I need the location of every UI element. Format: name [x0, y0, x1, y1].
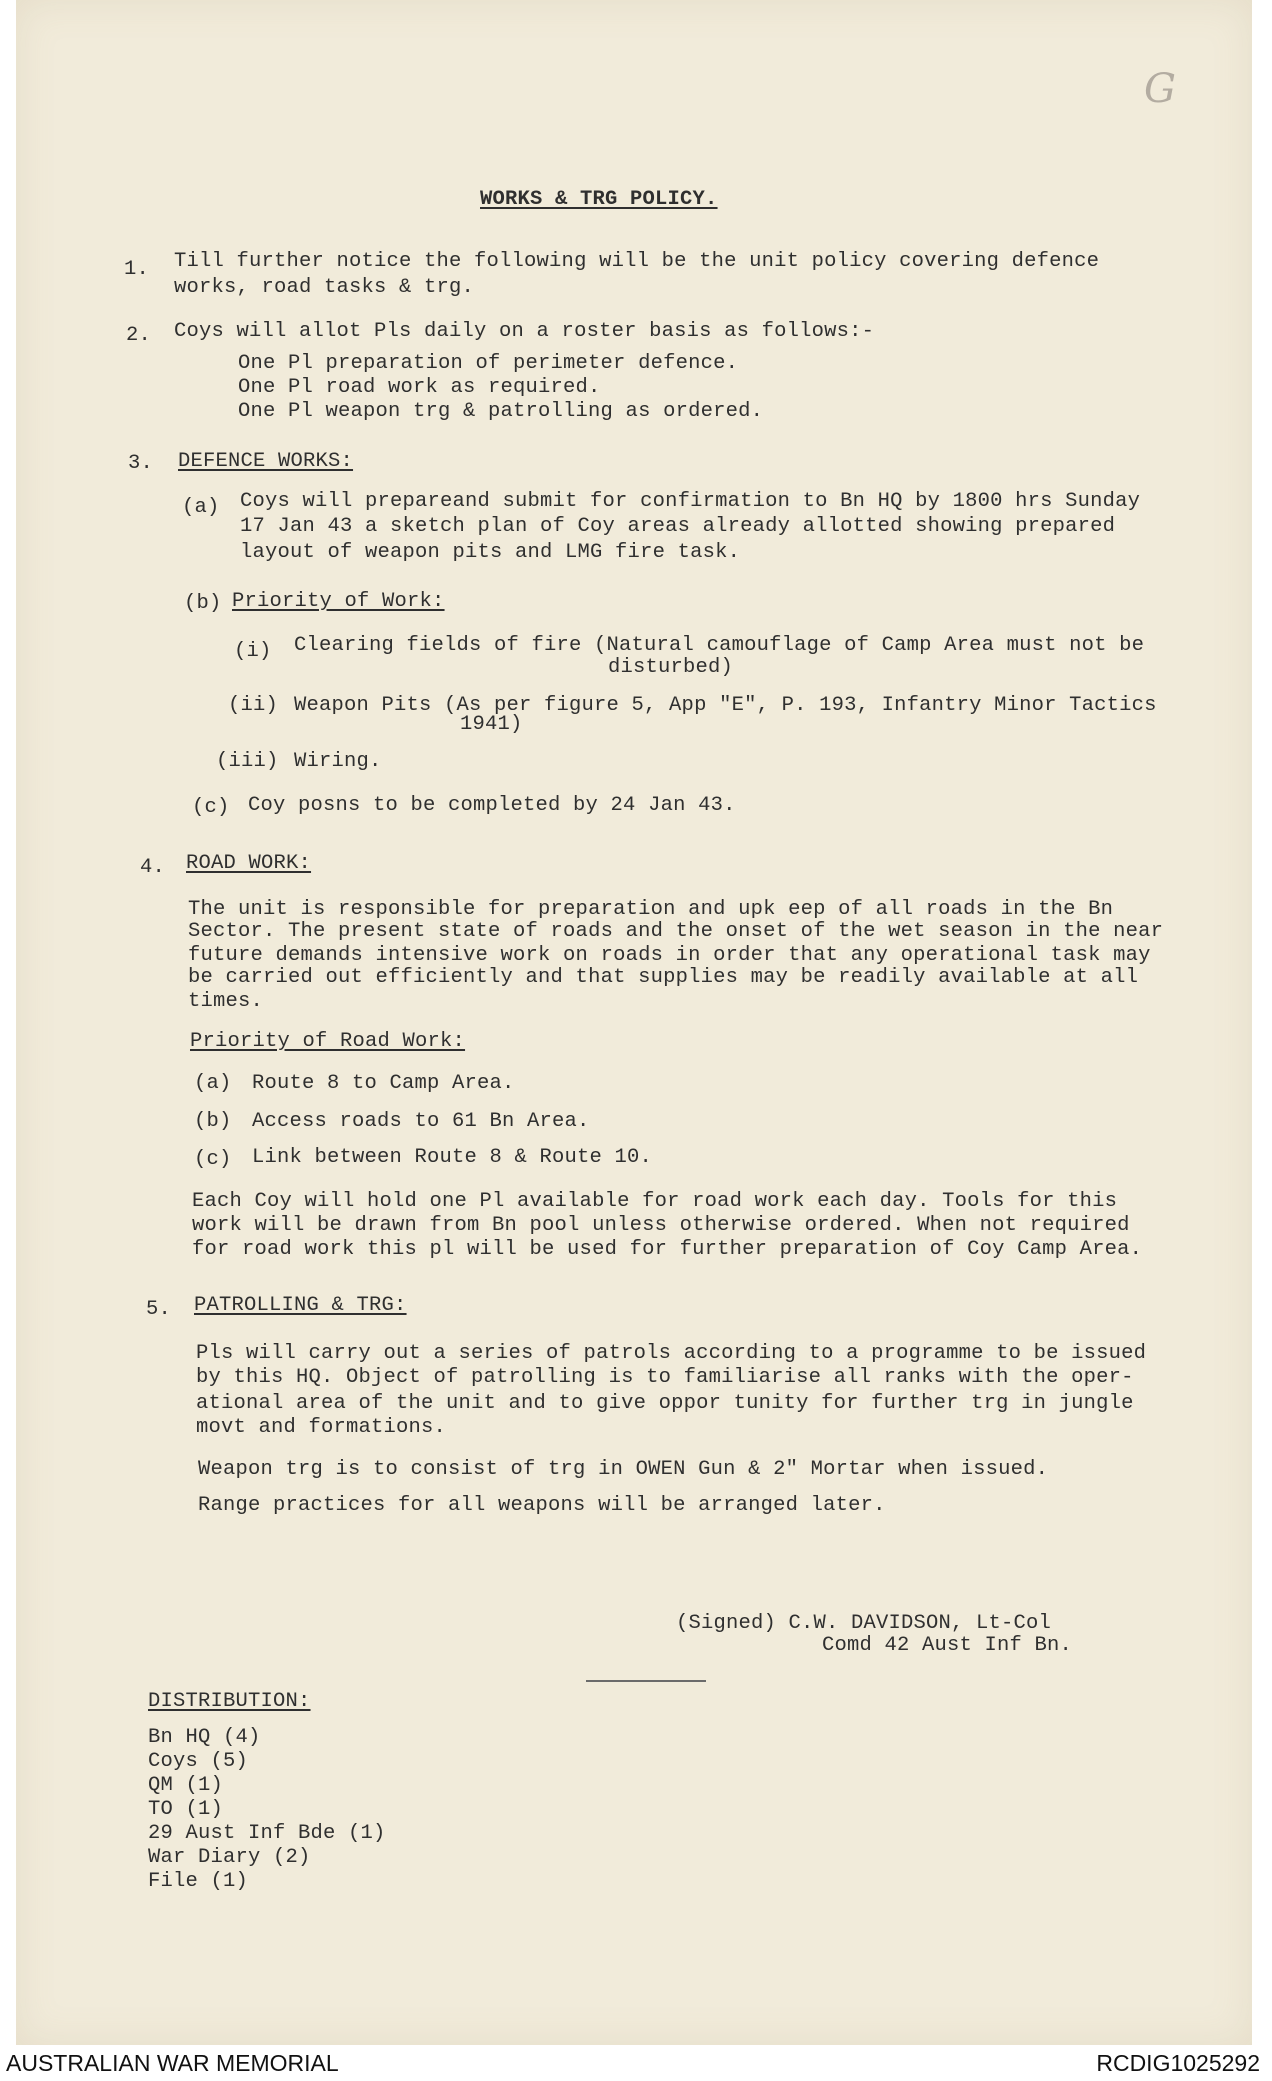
para-5-line-4: movt and formations. [196, 1416, 447, 1439]
para-3a-line-2: 17 Jan 43 a sketch plan of Coy areas already allotted showing prepared [240, 515, 1116, 538]
para-4-line-1: The unit is responsible for preparation and upk eep of all roads in the Bn [188, 898, 1114, 921]
road-priority-3-label: (c) [194, 1148, 232, 1171]
para-3a-line-1: Coys will prepareand submit for confirmation to Bn HQ by 1800 hrs Sunday [240, 490, 1141, 513]
road-priority-1-text: Route 8 to Camp Area. [252, 1072, 515, 1095]
road-priority-heading: Priority of Road Work: [190, 1030, 466, 1053]
signature-line-1: (Signed) C.W. DAVIDSON, Lt-Col [676, 1612, 1052, 1635]
handwritten-annotation: G [1144, 66, 1176, 112]
para-3a-line-3: layout of weapon pits and LMG fire task. [240, 541, 741, 564]
para-1-line-2: works, road tasks & trg. [174, 276, 475, 299]
para-3b-heading: Priority of Work: [232, 590, 445, 613]
para-5-line-3: ational area of the unit and to give oppor tunity for further trg in jungle [196, 1392, 1134, 1415]
para-5-heading: PATROLLING & TRG: [194, 1294, 407, 1317]
distribution-item-1: Bn HQ (4) [148, 1726, 261, 1749]
section-divider [586, 1680, 706, 1682]
para-2-item-3: One Pl weapon trg & patrolling as ordered. [238, 400, 764, 423]
work-priority-2-line-2: 1941) [460, 713, 523, 736]
distribution-item-3: QM (1) [148, 1774, 224, 1797]
para-1-number: 1. [124, 258, 150, 281]
para-3b-label: (b) [184, 592, 222, 615]
distribution-item-5: 29 Aust Inf Bde (1) [148, 1822, 386, 1845]
para-4-closing-1: Each Coy will hold one Pl available for road work each day. Tools for this [192, 1190, 1118, 1213]
para-1-line-1: Till further notice the following will be the unit policy covering defence [174, 250, 1100, 273]
footer-right-caption: RCDIG1025292 [1096, 2050, 1260, 2076]
para-2-item-2: One Pl road work as required. [238, 376, 601, 399]
para-4-line-4: be carried out efficiently and that supplies may be readily available at all [188, 966, 1139, 989]
work-priority-2-label: (ii) [228, 694, 279, 717]
signature-line-2: Comd 42 Aust Inf Bn. [822, 1634, 1073, 1657]
para-3-heading: DEFENCE WORKS: [178, 450, 354, 473]
work-priority-3-label: (iii) [216, 750, 279, 773]
distribution-item-7: File (1) [148, 1870, 249, 1893]
work-priority-1-line-2: disturbed) [608, 656, 734, 679]
para-4-heading: ROAD WORK: [186, 852, 312, 875]
para-5-line-1: Pls will carry out a series of patrols according to a programme to be issued [196, 1342, 1147, 1365]
para-2-number: 2. [126, 324, 152, 347]
para-2-item-1: One Pl preparation of perimeter defence. [238, 352, 739, 375]
para-3a-label: (a) [182, 496, 220, 519]
para-2-intro: Coys will allot Pls daily on a roster basis as follows:- [174, 320, 875, 343]
para-5-range: Range practices for all weapons will be arranged later. [198, 1494, 886, 1517]
distribution-item-6: War Diary (2) [148, 1846, 311, 1869]
para-5-number: 5. [146, 1298, 172, 1321]
para-4-line-2: Sector. The present state of roads and the onset of the wet season in the near [188, 920, 1164, 943]
para-4-closing-2: work will be drawn from Bn pool unless otherwise ordered. When not required [192, 1214, 1130, 1237]
work-priority-3-line-1: Wiring. [294, 750, 382, 773]
para-4-line-5: times. [188, 990, 264, 1013]
road-priority-2-text: Access roads to 61 Bn Area. [252, 1110, 590, 1133]
distribution-item-4: TO (1) [148, 1798, 224, 1821]
para-5-weapon: Weapon trg is to consist of trg in OWEN Gun & 2" Mortar when issued. [198, 1458, 1049, 1481]
road-priority-2-label: (b) [194, 1110, 232, 1133]
document-sheet [16, 0, 1252, 2045]
para-3c-text: Coy posns to be completed by 24 Jan 43. [248, 794, 736, 817]
para-4-line-3: future demands intensive work on roads in order that any operational task may [188, 944, 1151, 967]
work-priority-1-line-1: Clearing fields of fire (Natural camouflage of Camp Area must not be [294, 634, 1145, 657]
road-priority-1-label: (a) [194, 1072, 232, 1095]
para-3-number: 3. [128, 452, 154, 475]
para-5-line-2: by this HQ. Object of patrolling is to familiarise all ranks with the oper- [196, 1366, 1134, 1389]
para-4-number: 4. [140, 856, 166, 879]
distribution-heading: DISTRIBUTION: [148, 1690, 311, 1713]
document-title: WORKS & TRG POLICY. [480, 188, 718, 211]
work-priority-2-line-1: Weapon Pits (As per figure 5, App "E", P. 193, Infantry Minor Tactics [294, 694, 1157, 717]
para-4-closing-3: for road work this pl will be used for further preparation of Coy Camp Area. [192, 1238, 1143, 1261]
road-priority-3-text: Link between Route 8 & Route 10. [252, 1146, 653, 1169]
footer-left-caption: AUSTRALIAN WAR MEMORIAL [6, 2050, 339, 2076]
para-3c-label: (c) [192, 796, 230, 819]
distribution-item-2: Coys (5) [148, 1750, 249, 1773]
work-priority-1-label: (i) [234, 640, 272, 663]
